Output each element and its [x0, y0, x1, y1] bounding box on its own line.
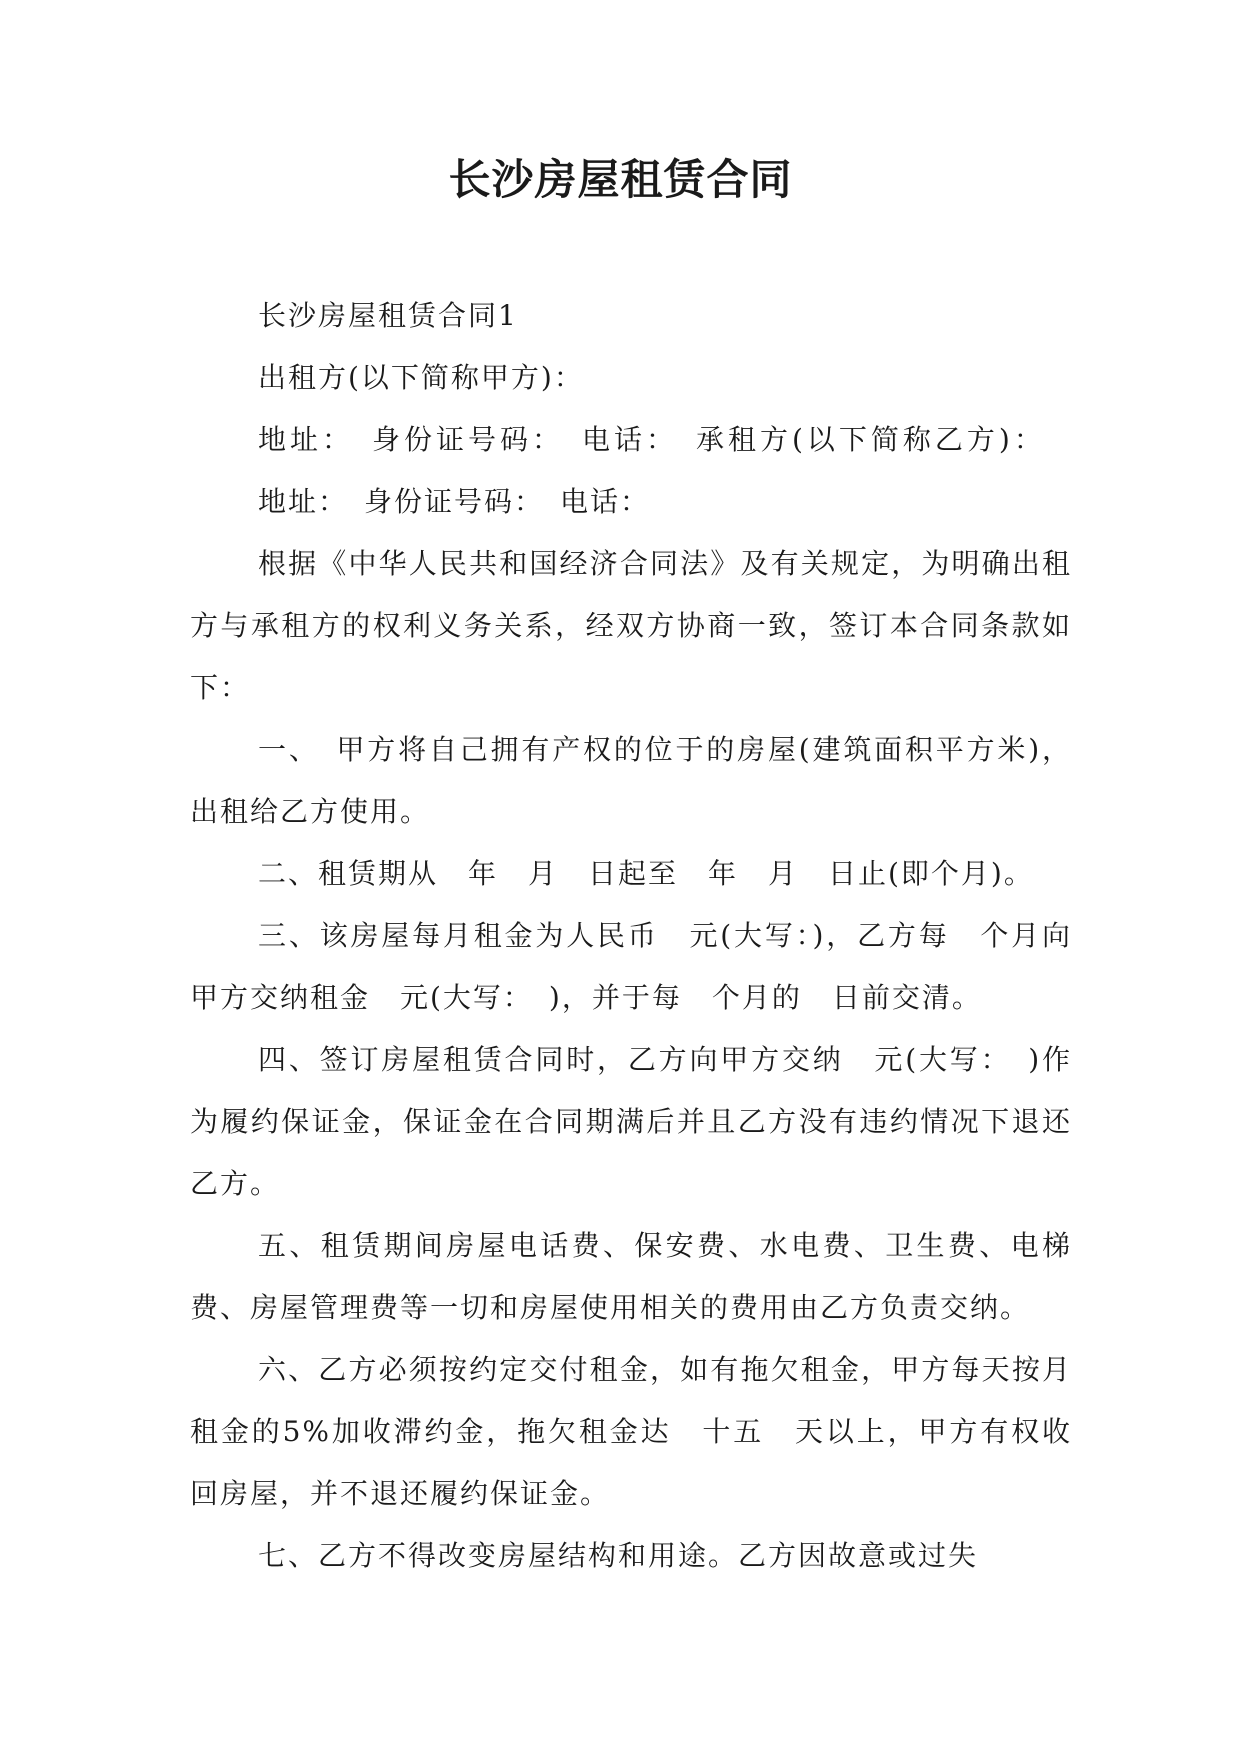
- paragraph-subtitle: 长沙房屋租赁合同1: [258, 299, 518, 332]
- paragraph-preamble: 根据《中华人民共和国经济合同法》及有关规定，为明确出租方与承租方的权利义务关系，经双方协商一致，签订本合同条款如下：: [190, 547, 1072, 704]
- paragraph-clause-2: 二、租赁期从 年 月 日起至 年 月 日止(即个月)。: [258, 857, 1034, 890]
- paragraph-clause-7: 七、乙方不得改变房屋结构和用途。乙方因故意或过失: [258, 1539, 979, 1572]
- paragraph-clause-6: 六、乙方必须按约定交付租金，如有拖欠租金，甲方每天按月租金的5%加收滞约金，拖欠租金达 十五 天以上，甲方有权收回房屋，并不退还履约保证金。: [190, 1353, 1072, 1510]
- paragraph-lessee-address: 地址： 身份证号码： 电话：: [258, 485, 651, 518]
- paragraph-lessor-address: 地址： 身份证号码： 电话： 承租方(以下简称乙方)：: [258, 423, 1046, 456]
- paragraph-clause-3: 三、该房屋每月租金为人民币 元(大写：)，乙方每 个月向甲方交纳租金 元(大写： )，并于每 个月的 日前交清。: [190, 919, 1072, 1014]
- paragraph-clause-1: 一、 甲方将自己拥有产权的位于的房屋(建筑面积平方米)，出租给乙方使用。: [190, 733, 1072, 828]
- document-title: 长沙房屋租赁合同: [448, 155, 793, 204]
- document-body: [190, 285, 1072, 1587]
- paragraph-lessor: 出租方(以下简称甲方)：: [258, 361, 584, 394]
- paragraph-clause-5: 五、租赁期间房屋电话费、保安费、水电费、卫生费、电梯费、房屋管理费等一切和房屋使用相关的费用由乙方负责交纳。: [190, 1229, 1072, 1324]
- paragraph-clause-4: 四、签订房屋租赁合同时，乙方向甲方交纳 元(大写： )作为履约保证金，保证金在合同期满后并且乙方没有违约情况下退还乙方。: [190, 1043, 1072, 1200]
